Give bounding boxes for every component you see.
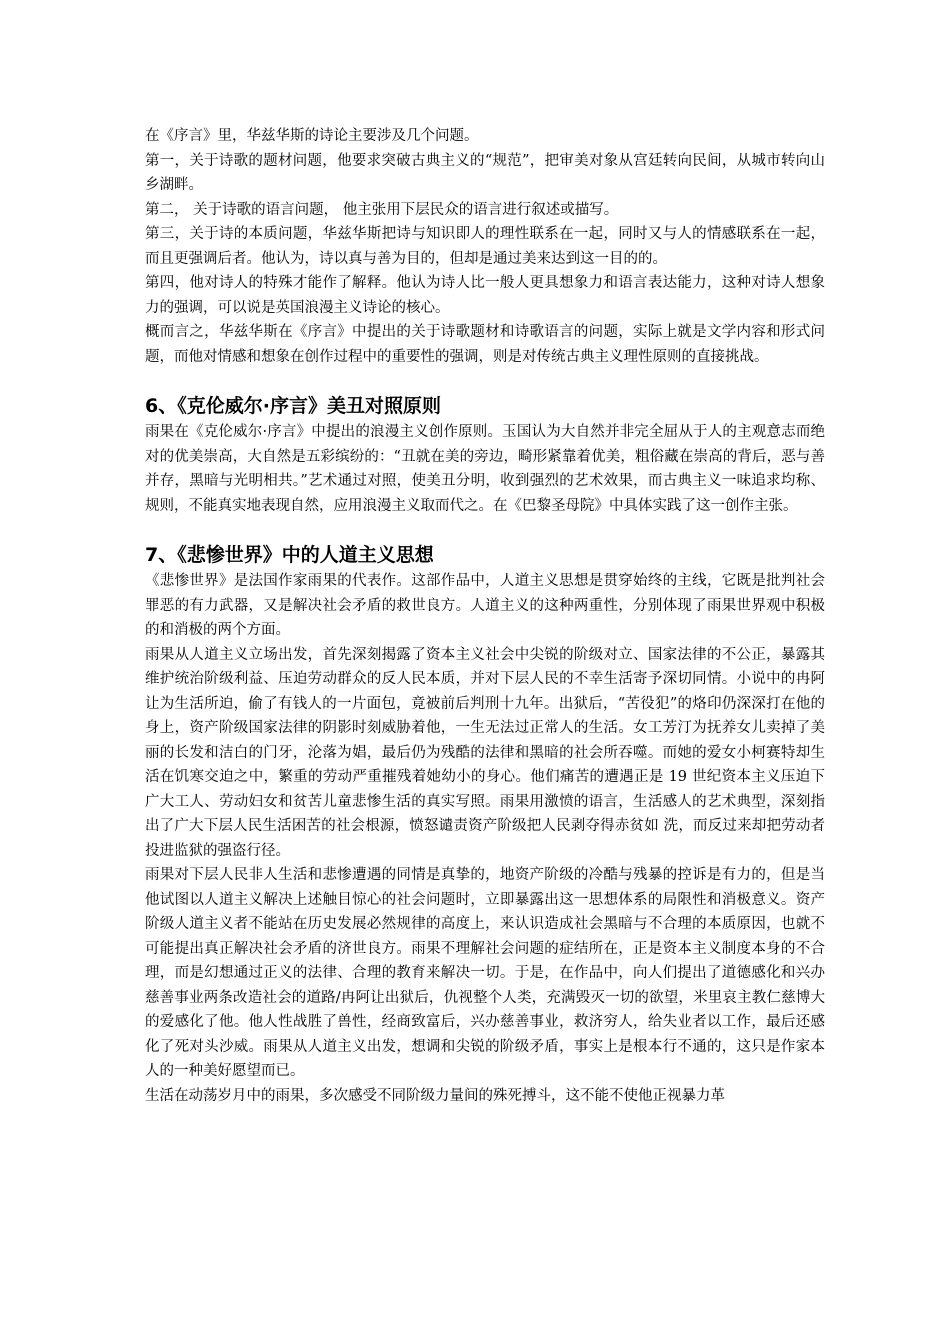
section-heading: 6、《克伦威尔·序言》美丑对照原则 xyxy=(145,395,441,417)
paragraph: 第一，关于诗歌的题材问题，他要求突破古典主义的“规范”，把审美对象从宫廷转向民间，从城市转向山乡湖畔。 xyxy=(145,152,825,193)
document-page xyxy=(145,124,825,1108)
paragraph: 第四，他对诗人的特殊才能作了解释。他认为诗人比一般人更具想象力和语言表达能力，这种对诗人想象力的强调，可以说是英国浪漫主义诗论的核心。 xyxy=(145,275,825,316)
section-6 xyxy=(145,392,825,518)
section-heading: 7、《悲惨世界》中的人道主义思想 xyxy=(145,544,434,566)
paragraph: 《悲惨世界》是法国作家雨果的代表作。这部作品中，人道主义思想是贯穿始终的主线，它既是批判社会罪恶的有力武器，又是解决社会矛盾的救世良方。人道主义的这种两重性，分别体现了雨果世界观中积极的和消极的两个方面。 xyxy=(145,573,825,638)
section-7 xyxy=(145,541,825,1108)
section-preface-summary xyxy=(145,124,825,369)
paragraph: 第二， 关于诗歌的语言问题， 他主张用下层民众的语言进行叙述或描写。 xyxy=(145,201,619,218)
paragraph: 在《序言》里，华兹华斯的诗论主要涉及几个问题。 xyxy=(145,128,479,144)
paragraph: 雨果在《克伦威尔·序言》中提出的浪漫主义创作原则。玉国认为大自然并非完全屈从于人的主观意志而绝对的优美崇高，大自然是五彩缤纷的：“丑就在美的旁边，畸形紧靠着优美，粗俗藏在崇高的背后，恶与善并存，黑暗与光明相共。”艺术通过对照，使美丑分明，收到强烈的艺术效果，而古典主义一味追求均称、规则，不能真实地表现自然，应用浪漫主义取而代之。在《巴黎圣母院》中具体实践了这一创作主张。 xyxy=(145,424,825,514)
paragraph: 雨果对下层人民非人生活和悲惨遭遇的同情是真挚的，地资产阶级的冷酷与残暴的控诉是有力的，但是当他试图以人道主义解决上述触目惊心的社会问题时，立即暴露出这一思想体系的局限性和消极意义。资产阶级人道主义者不能站在历史发展必然规律的高度上，来认识造成社会黑暗与不合理的本质原因，也就不可能提出真正解决社会矛盾的济世良方。雨果不理解社会问题的症结所在，正是资本主义制度本身的不合理，而是幻想通过正义的法律、合理的教育来解决一切。于是，在作品中，向人们提出了道德感化和兴办慈善事业两条改造社会的道路/冉阿让出狱后，仇视整个人类，充满毁灭一切的欲望，米里哀主教仁慈博大的爱感化了他。他人性战胜了兽性，经商致富后，兴办慈善事业，救济穷人，给失业者以工作，最后还感化了死对头沙威。雨果从人道主义出发，想调和尖锐的阶级矛盾，事实上是根本行不通的，这只是作家本人的一种美好愿望而已。 xyxy=(145,867,825,1079)
paragraph: 雨果从人道主义立场出发，首先深刻揭露了资本主义社会中尖锐的阶级对立、国家法律的不公正，暴露其维护统治阶级利益、压迫劳动群众的反人民本质，并对下层人民的不幸生活寄予深切同情。小说中的冉阿让为生活所迫，偷了有钱人的一片面包，竟被前后判刑十九年。出狱后，“苦役犯”的烙印仍深深打在他的身上，资产阶级国家法律的阴影时刻威胁着他，一生无法过正常人的生活。女工芳汀为抚养女儿卖掉了美丽的长发和洁白的门牙，沦落为娼，最后仍为残酷的法律和黑暗的社会所吞噬。而她的爱女小柯赛特却生活在饥寒交迫之中，繁重的劳动严重摧残着她幼小的身心。他们痛苦的遭遇正是 19 世纪资本主义压迫下广大工人、劳动妇女和贫苦儿童悲惨生活的真实写照。雨果用激愤的语言，生活感人的艺术典型，深刻指出了广大下层人民生活困苦的社会根源，愤怒谴责资产阶级把人民剥夺得赤贫如 洗，而反过来却把劳动者投进监狱的强盗行径。 xyxy=(145,646,825,859)
paragraph: 生活在动荡岁月中的雨果，多次感受不同阶级力量间的殊死搏斗，这不能不使他正视暴力革 xyxy=(145,1087,725,1104)
paragraph: 概而言之，华兹华斯在《序言》中提出的关于诗歌题材和诗歌语言的问题，实际上就是文学内容和形式问题，而他对情感和想象在创作过程中的重要性的强调，则是对传统古典主义理性原则的直接挑战。 xyxy=(145,324,825,365)
paragraph: 第三，关于诗的本质问题，华兹华斯把诗与知识即人的理性联系在一起，同时又与人的情感联系在一起，而且更强调后者。他认为，诗以真与善为目的，但却是通过美来达到这一目的的。 xyxy=(145,226,825,267)
